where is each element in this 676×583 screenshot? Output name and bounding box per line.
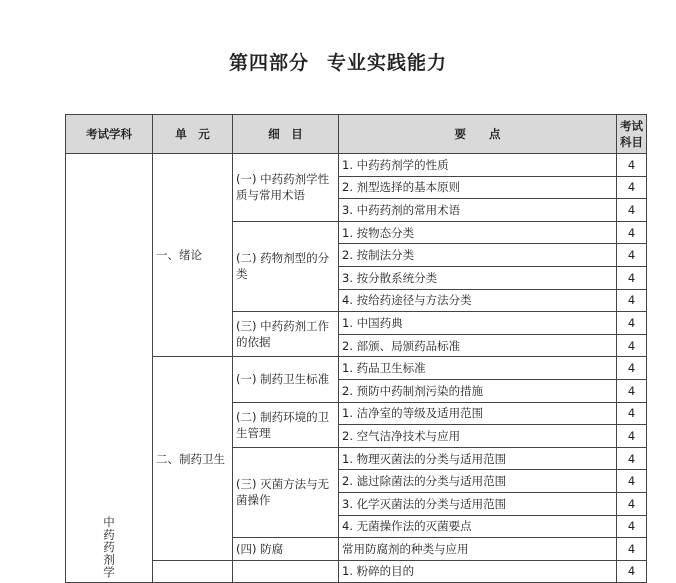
header-detail: 细 目 (233, 115, 339, 154)
level-cell: 4 (617, 357, 647, 380)
level-cell: 4 (617, 470, 647, 493)
level-cell: 4 (617, 176, 647, 199)
point-cell: 1. 物理灭菌法的分类与适用范围 (339, 447, 617, 470)
table-row-partial (66, 560, 647, 583)
point-cell: 4. 按给药途径与方法分类 (339, 289, 617, 312)
point-cell: 3. 化学灭菌法的分类与适用范围 (339, 492, 617, 515)
point-cell: 1. 药品卫生标准 (339, 357, 617, 380)
unit-cell-empty (153, 560, 233, 583)
level-cell: 4 (617, 266, 647, 289)
level-cell: 4 (617, 425, 647, 448)
title-main: 专业实践能力 (327, 52, 448, 74)
level-cell: 4 (617, 447, 647, 470)
subject-label: 中药药剂学 (102, 515, 116, 579)
level-cell: 4 (617, 154, 647, 177)
table-row (66, 154, 647, 177)
page-title (0, 48, 676, 75)
detail-cell: (二) 制药环境的卫生管理 (233, 402, 339, 447)
point-cell: 2. 剂型选择的基本原则 (339, 176, 617, 199)
subject-cell (66, 154, 153, 583)
level-cell: 4 (617, 289, 647, 312)
table-row (66, 357, 647, 380)
level-cell: 4 (617, 538, 647, 561)
level-cell: 4 (617, 199, 647, 222)
point-cell: 1. 按物态分类 (339, 221, 617, 244)
header-row (66, 115, 647, 154)
point-cell: 1. 中国药典 (339, 312, 617, 335)
point-cell: 3. 中药药剂的常用术语 (339, 199, 617, 222)
point-cell: 1. 洁净室的等级及适用范围 (339, 402, 617, 425)
point-cell: 1. 中药药剂学的性质 (339, 154, 617, 177)
level-cell: 4 (617, 515, 647, 538)
detail-cell-empty (233, 560, 339, 583)
detail-cell: (二) 药物剂型的分类 (233, 221, 339, 311)
title-part: 第四部分 (228, 52, 309, 74)
point-cell: 2. 按制法分类 (339, 244, 617, 267)
level-cell: 4 (617, 402, 647, 425)
detail-cell: (一) 制药卫生标准 (233, 357, 339, 402)
level-cell: 4 (617, 492, 647, 515)
point-cell: 4. 无菌操作法的灭菌要点 (339, 515, 617, 538)
point-cell: 2. 空气洁净技术与应用 (339, 425, 617, 448)
detail-cell: (三) 中药药剂工作的依据 (233, 312, 339, 357)
unit-cell: 一、绪论 (153, 154, 233, 357)
header-point: 要 点 (339, 115, 617, 154)
point-cell: 2. 滤过除菌法的分类与适用范围 (339, 470, 617, 493)
point-cell: 2. 预防中药制剂污染的措施 (339, 379, 617, 402)
detail-cell: (一) 中药药剂学性质与常用术语 (233, 154, 339, 222)
detail-cell: (四) 防腐 (233, 538, 339, 561)
syllabus-body (66, 154, 647, 583)
level-cell: 4 (617, 334, 647, 357)
point-cell: 常用防腐剂的种类与应用 (339, 538, 617, 561)
unit-cell: 二、制药卫生 (153, 357, 233, 560)
level-cell: 4 (617, 560, 647, 583)
level-cell: 4 (617, 312, 647, 335)
level-cell: 4 (617, 379, 647, 402)
level-cell: 4 (617, 221, 647, 244)
detail-cell: (三) 灭菌方法与无菌操作 (233, 447, 339, 537)
point-cell: 3. 按分散系统分类 (339, 266, 617, 289)
point-cell: 1. 粉碎的目的 (339, 560, 617, 583)
level-cell: 4 (617, 244, 647, 267)
header-level: 考试科目 (617, 115, 647, 154)
syllabus-table (65, 114, 647, 583)
header-subject: 考试学科 (66, 115, 153, 154)
point-cell: 2. 部颁、局颁药品标准 (339, 334, 617, 357)
header-unit: 单 元 (153, 115, 233, 154)
